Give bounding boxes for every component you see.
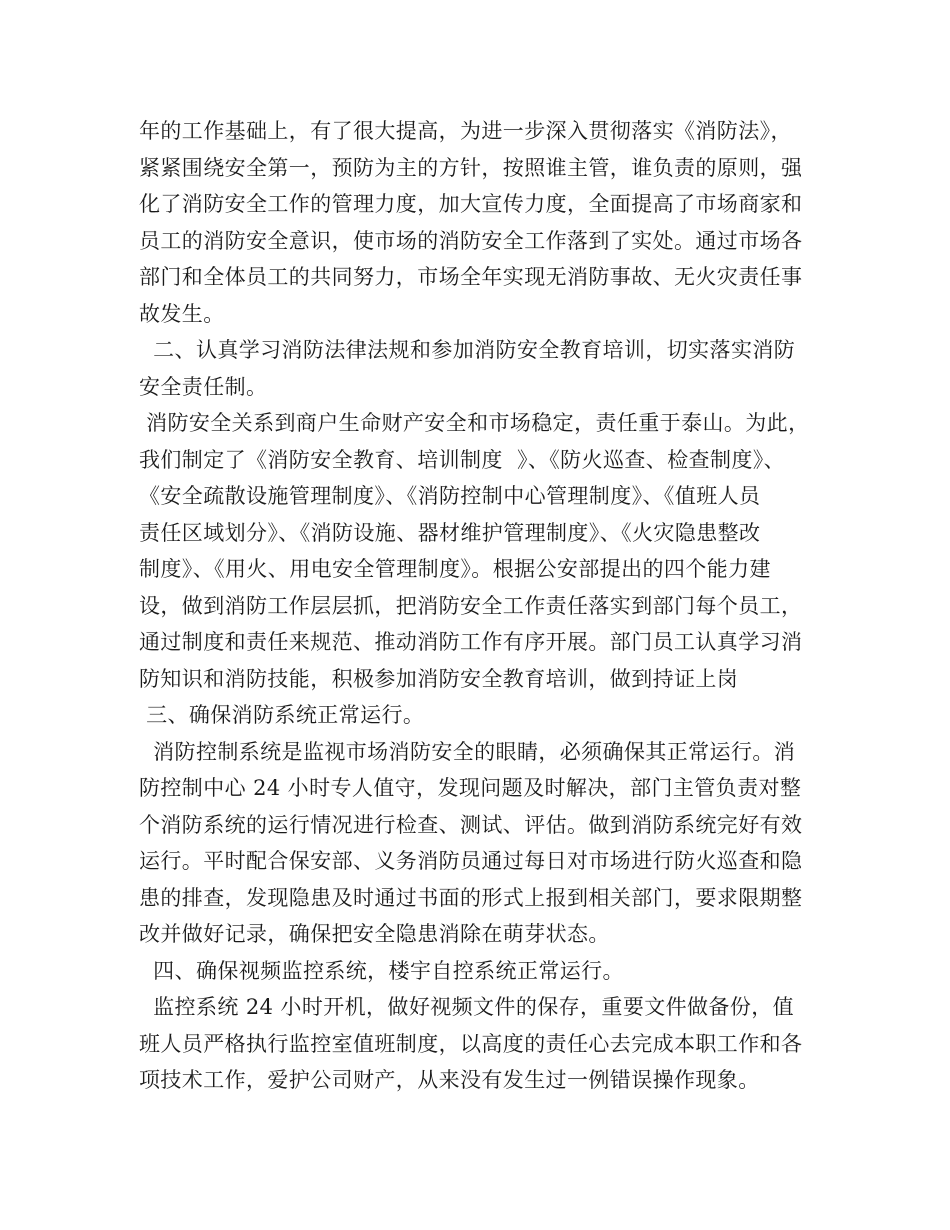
text-line: 防控制中心 24 小时专人值守，发现问题及时解决，部门主管负责对整 <box>139 776 802 800</box>
text-line: 化了消防安全工作的管理力度，加大宣传力度，全面提高了市场商家和 <box>139 192 803 216</box>
section-heading-3: 三、确保消防系统正常运行。 <box>139 703 425 727</box>
text-line: 制度》、《用火、用电安全管理制度》。根据公安部提出的四个能力建 <box>139 557 771 581</box>
text-line: 项技术工作，爱护公司财产，从来没有发生过一例错误操作现象。 <box>139 1068 760 1092</box>
text-line: 个消防系统的运行情况进行检查、测试、评估。做到消防系统完好有效 <box>139 812 803 837</box>
document-body <box>139 113 839 1099</box>
text-line: 《安全疏散设施管理制度》、《消防控制中心管理制度》、《值班人员 <box>139 484 761 508</box>
text-line: 防知识和消防技能，积极参加消防安全教育培训，做到持证上岗 <box>139 666 739 691</box>
text-line: 改并做好记录，确保把安全隐患消除在萌芽状态。 <box>139 922 610 946</box>
text-line: 通过制度和责任来规范、推动消防工作有序开展。部门员工认真学习消 <box>139 630 803 654</box>
text-line: 我们制定了《消防安全教育、培训制度 》、《防火巡查、检查制度》、 <box>139 447 786 472</box>
text-line: 员工的消防安全意识，使市场的消防安全工作落到了实处。通过市场各 <box>139 228 803 253</box>
text-line: 监控系统 24 小时开机，做好视频文件的保存，重要文件做备份，值 <box>139 995 795 1019</box>
text-line: 部门和全体员工的共同努力，市场全年实现无消防事故、无火灾责任事 <box>139 265 803 289</box>
text-line: 责任区域划分》、《消防设施、器材维护管理制度》、《火灾隐患整改 <box>139 520 761 545</box>
section-heading-4: 四、确保视频监控系统，楼宇自控系统正常运行。 <box>139 958 624 983</box>
section-heading-2: 二、认真学习消防法律法规和参加消防安全教育培训，切实落实消防 <box>139 338 796 362</box>
text-line: 紧紧围绕安全第一，预防为主的方针，按照谁主管，谁负责的原则，强 <box>139 155 803 180</box>
text-line: 患的排查，发现隐患及时通过书面的形式上报到相关部门，要求限期整 <box>139 885 803 910</box>
text-line: 班人员严格执行监控室值班制度，以高度的责任心去完成本职工作和各 <box>139 1031 803 1056</box>
section-heading-2-cont: 安全责任制。 <box>139 374 268 399</box>
text-line: 消防控制系统是监视市场消防安全的眼睛，必须确保其正常运行。消 <box>139 739 796 764</box>
text-line: 消防安全关系到商户生命财产安全和市场稳定，责任重于泰山。为此， <box>139 411 810 435</box>
text-line: 故发生。 <box>139 301 225 326</box>
text-line: 年的工作基础上，有了很大提高，为进一步深入贯彻落实《消防法》， <box>139 119 792 143</box>
text-line: 运行。平时配合保安部、义务消防员通过每日对市场进行防火巡查和隐 <box>139 849 803 873</box>
text-line: 设，做到消防工作层层抓，把消防安全工作责任落实到部门每个员工， <box>139 593 803 618</box>
